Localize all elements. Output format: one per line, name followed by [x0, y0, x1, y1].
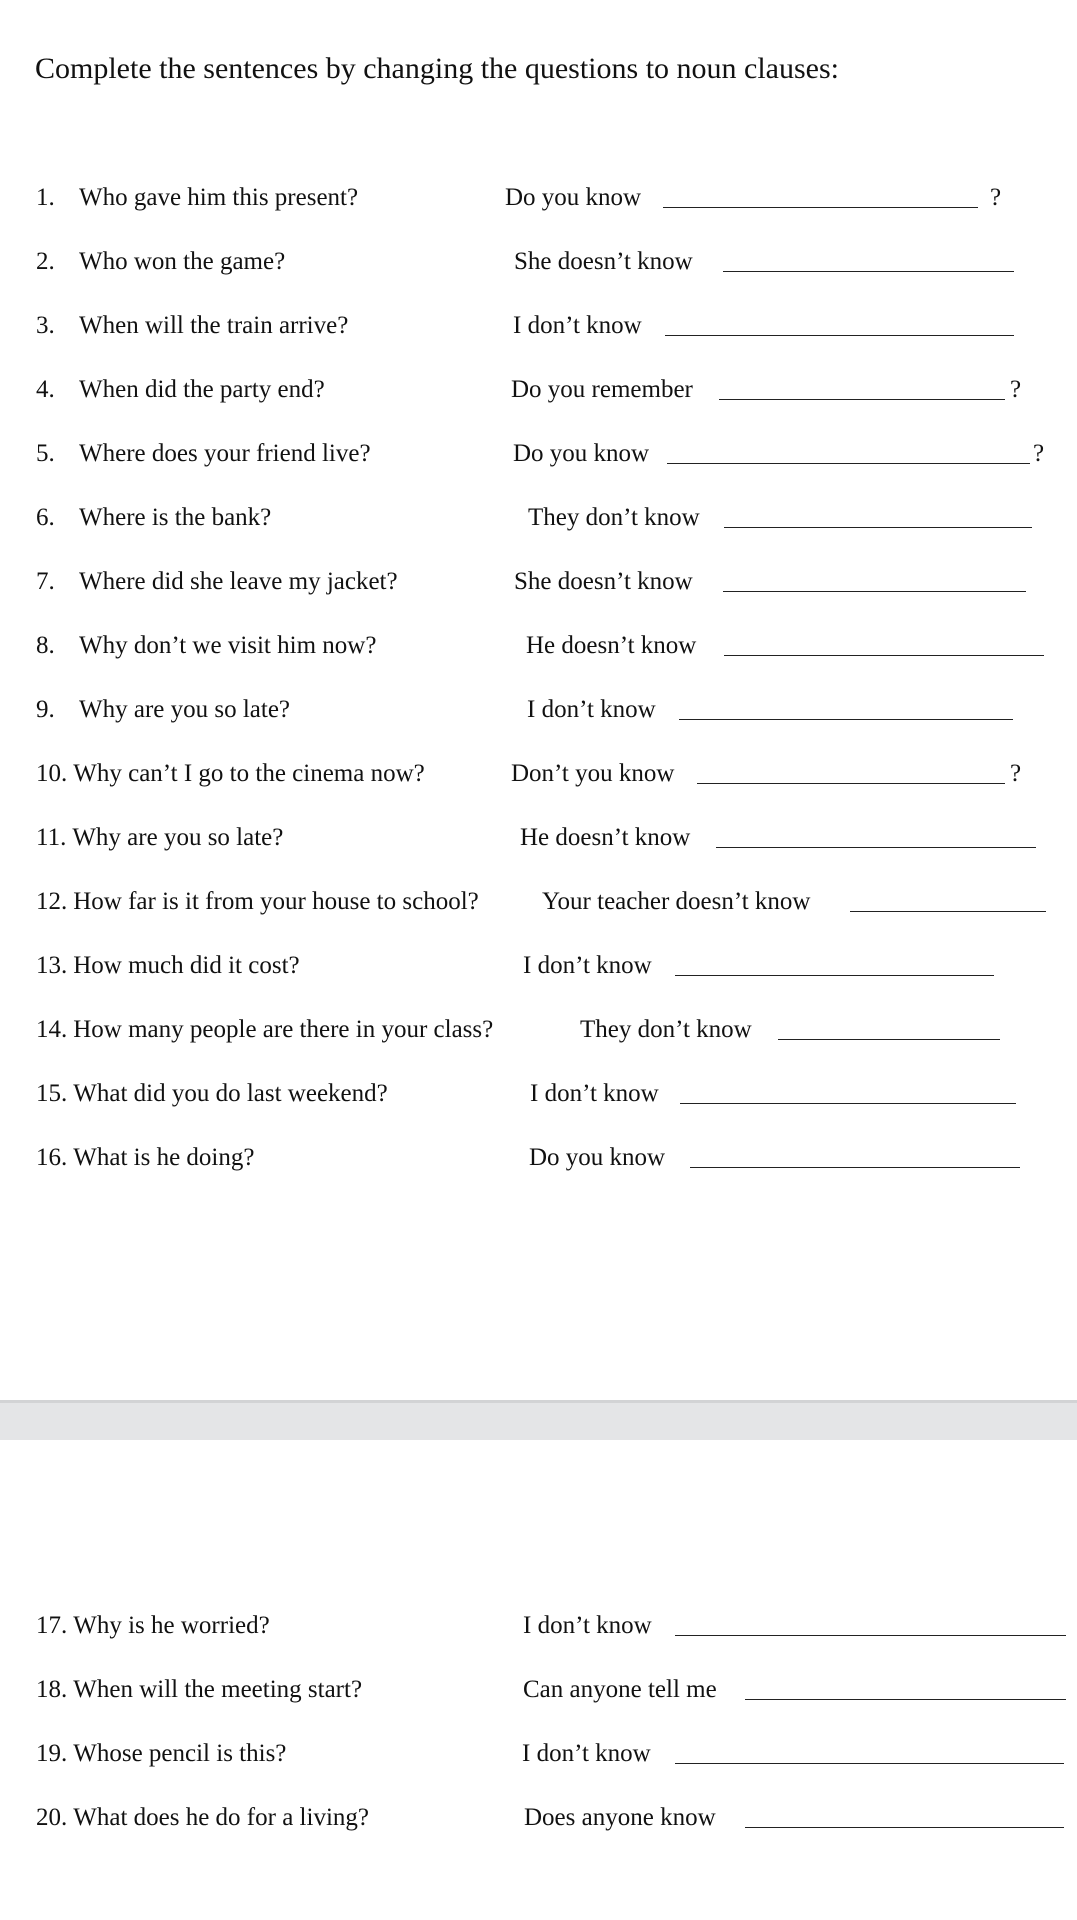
sentence-stem: He doesn’t know: [520, 824, 691, 851]
answer-blank[interactable]: [778, 1039, 1000, 1040]
item-number: 4.: [36, 376, 55, 403]
item-number: 12.: [36, 888, 68, 915]
item-number: 11.: [36, 824, 67, 851]
answer-blank[interactable]: [724, 655, 1044, 656]
question-text: When will the train arrive?: [79, 312, 349, 339]
question: [36, 248, 285, 276]
question-text: When did the party end?: [79, 376, 325, 403]
exercise-item: [0, 370, 1077, 410]
sentence-stem: I don’t know: [530, 1080, 659, 1107]
item-number: 13.: [36, 952, 68, 979]
item-number: 14.: [36, 1016, 68, 1043]
question-text: What is he doing?: [73, 1144, 255, 1171]
sentence-stem: They don’t know: [580, 1016, 752, 1043]
answer-blank[interactable]: [719, 399, 1005, 400]
answer-blank[interactable]: [679, 719, 1013, 720]
sentence-stem: I don’t know: [522, 1740, 651, 1767]
question: [36, 696, 290, 724]
sentence-stem: Does anyone know: [524, 1804, 716, 1831]
question-text: Who won the game?: [79, 248, 286, 275]
answer-blank[interactable]: [690, 1167, 1020, 1168]
answer-blank[interactable]: [850, 911, 1046, 912]
question-text: Whose pencil is this?: [73, 1740, 287, 1767]
sentence-stem: Do you know: [505, 184, 642, 211]
exercise-item: [0, 1138, 1077, 1178]
question: [36, 1740, 286, 1768]
answer-blank[interactable]: [723, 271, 1014, 272]
answer-blank[interactable]: [667, 463, 1030, 464]
sentence-stem: She doesn’t know: [514, 248, 693, 275]
item-number: 16.: [36, 1144, 68, 1171]
exercise-item: [0, 1074, 1077, 1114]
sentence-stem: They don’t know: [528, 504, 700, 531]
question-text: Why don’t we visit him now?: [79, 632, 377, 659]
question-text: How much did it cost?: [73, 952, 300, 979]
question: [36, 1676, 362, 1704]
exercise-item: [0, 1670, 1077, 1710]
item-number: 6.: [36, 504, 55, 531]
answer-blank[interactable]: [724, 527, 1032, 528]
page-separator: [0, 1400, 1077, 1440]
question-mark: ?: [990, 184, 1002, 211]
question-mark: ?: [1010, 760, 1022, 787]
item-number: 8.: [36, 632, 55, 659]
question: [36, 376, 325, 404]
exercise-item: [0, 818, 1077, 858]
question-text: Where did she leave my jacket?: [79, 568, 398, 595]
question: [36, 440, 371, 468]
exercise-item: [0, 178, 1077, 218]
item-number: 17.: [36, 1612, 68, 1639]
exercise-item: [0, 242, 1077, 282]
answer-blank[interactable]: [745, 1699, 1066, 1700]
sentence-stem: I don’t know: [523, 952, 652, 979]
exercise-item: [0, 626, 1077, 666]
question-text: Why are you so late?: [72, 824, 284, 851]
exercise-item: [0, 306, 1077, 346]
answer-blank[interactable]: [675, 975, 994, 976]
question: [36, 568, 398, 596]
sentence-stem: Do you know: [529, 1144, 666, 1171]
answer-blank[interactable]: [675, 1635, 1066, 1636]
sentence-stem: Can anyone tell me: [523, 1676, 717, 1703]
question-text: Why can’t I go to the cinema now?: [73, 760, 425, 787]
exercise-item: [0, 1010, 1077, 1050]
item-number: 7.: [36, 568, 55, 595]
question: [36, 824, 283, 852]
exercise-item: [0, 434, 1077, 474]
exercise-item: [0, 690, 1077, 730]
question: [36, 312, 348, 340]
question: [36, 1804, 369, 1832]
question: [36, 504, 271, 532]
worksheet-page-2: [0, 1440, 1077, 1920]
sentence-stem: I don’t know: [513, 312, 642, 339]
answer-blank[interactable]: [675, 1763, 1064, 1764]
item-number: 10.: [36, 760, 68, 787]
item-number: 2.: [36, 248, 55, 275]
exercise-item: [0, 562, 1077, 602]
question-text: Who gave him this present?: [79, 184, 359, 211]
answer-blank[interactable]: [663, 207, 978, 208]
item-number: 18.: [36, 1676, 68, 1703]
question-text: What does he do for a living?: [73, 1804, 369, 1831]
item-number: 15.: [36, 1080, 68, 1107]
exercise-item: [0, 754, 1077, 794]
question: [36, 1080, 388, 1108]
question-text: Why are you so late?: [79, 696, 291, 723]
sentence-stem: Your teacher doesn’t know: [542, 888, 811, 915]
sentence-stem: I don’t know: [523, 1612, 652, 1639]
exercise-item: [0, 1798, 1077, 1838]
item-number: 19.: [36, 1740, 68, 1767]
question-text: Why is he worried?: [73, 1612, 270, 1639]
question: [36, 952, 300, 980]
answer-blank[interactable]: [665, 335, 1014, 336]
question: [36, 760, 425, 788]
question-mark: ?: [1010, 376, 1022, 403]
question-text: How many people are there in your class?: [73, 1016, 494, 1043]
exercise-item: [0, 946, 1077, 986]
question: [36, 632, 376, 660]
question-text: How far is it from your house to school?: [73, 888, 479, 915]
question-text: When will the meeting start?: [73, 1676, 363, 1703]
exercise-item: [0, 1734, 1077, 1774]
exercise-item: [0, 498, 1077, 538]
sentence-stem: Do you know: [513, 440, 650, 467]
sentence-stem: I don’t know: [527, 696, 656, 723]
question: [36, 1144, 254, 1172]
sentence-stem: She doesn’t know: [514, 568, 693, 595]
question: [36, 184, 358, 212]
question: [36, 1612, 270, 1640]
sentence-stem: Don’t you know: [511, 760, 675, 787]
question-text: Where does your friend live?: [79, 440, 371, 467]
question: [36, 1016, 493, 1044]
item-number: 20.: [36, 1804, 68, 1831]
question-mark: ?: [1033, 440, 1045, 467]
sentence-stem: He doesn’t know: [526, 632, 697, 659]
item-number: 5.: [36, 440, 55, 467]
answer-blank[interactable]: [716, 847, 1036, 848]
answer-blank[interactable]: [697, 783, 1005, 784]
item-number: 3.: [36, 312, 55, 339]
answer-blank[interactable]: [680, 1103, 1016, 1104]
question-text: Where is the bank?: [79, 504, 272, 531]
answer-blank[interactable]: [723, 591, 1026, 592]
sentence-stem: Do you remember: [511, 376, 693, 403]
item-number: 1.: [36, 184, 55, 211]
exercise-item: [0, 1606, 1077, 1646]
question-text: What did you do last weekend?: [73, 1080, 388, 1107]
exercise-item: [0, 882, 1077, 922]
question: [36, 888, 479, 916]
instructions-heading: Complete the sentences by changing the questions to noun clauses:: [35, 52, 839, 85]
answer-blank[interactable]: [745, 1827, 1064, 1828]
item-number: 9.: [36, 696, 55, 723]
